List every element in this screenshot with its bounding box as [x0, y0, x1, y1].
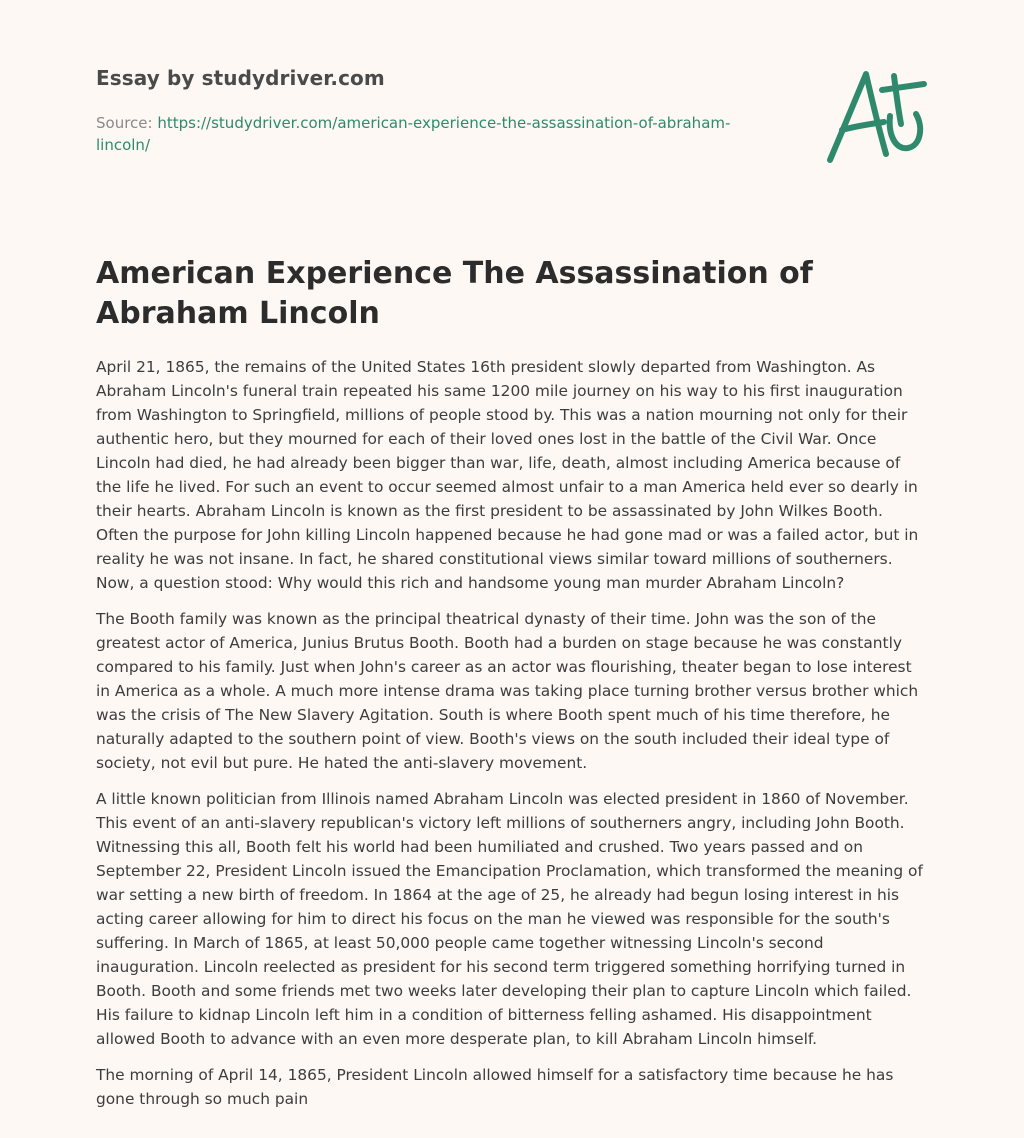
- essay-body: [96, 355, 928, 1123]
- source-label: Source:: [96, 114, 158, 132]
- source-link[interactable]: https://studydriver.com/american-experience-the-assassination-of-abraham-lincoln/: [96, 114, 731, 154]
- essay-paragraph: The Booth family was known as the principal theatrical dynasty of their time. John was the son of the greatest actor of America, Junius Brutus Booth. Booth had a burden on stage because he was constantly compared to his family. Just when John's career as an actor was flourishing, theater began to lose interest in America as a whole. A much more intense drama was taking place turning brother versus brother which was the crisis of The New Slavery Agitation. South is where Booth spent much of his time therefore, he naturally adapted to the southern point of view. Booth's views on the south included their ideal type of society, not evil but pure. He hated the anti-slavery movement.: [96, 610, 919, 772]
- essay-title: American Experience The Assassination of Abraham Lincoln: [96, 256, 813, 331]
- essay-paragraph: A little known politician from Illinois named Abraham Lincoln was elected president in 1860 of November. This event of an anti-slavery republican's victory left millions of southerners angry, including John Booth. Witnessing this all, Booth felt his world had been humiliated and crushed. Two years passed and on September 22, President Lincoln issued the Emancipation Proclamation, which transformed the meaning of war setting a new birth of freedom. In 1864 at the age of 25, he already had begun losing interest in his acting career allowing for him to direct his focus on the man he viewed was responsible for the south's suffering. In March of 1865, at least 50,000 people came together witnessing Lincoln's second inauguration. Lincoln reelected as president for his second term triggered something horrifying turned in Booth. Booth and some friends met two weeks later developing their plan to capture Lincoln which failed. His failure to kidnap Lincoln left him in a condition of bitterness felling ashamed. His disappointment allowed Booth to advance with an even more desperate plan, to kill Abraham Lincoln himself.: [96, 790, 923, 1048]
- source-line: [96, 112, 746, 156]
- essay-paragraph: The morning of April 14, 1865, President Lincoln allowed himself for a satisfactory time because he has gone through so much pain: [96, 1066, 894, 1108]
- page-header: [96, 0, 928, 200]
- a-plus-grade-icon: [822, 66, 932, 166]
- site-brand: Essay by studydriver.com: [96, 66, 385, 90]
- essay-paragraph: April 21, 1865, the remains of the United States 16th president slowly departed from Washington. As Abraham Lincoln's funeral train repeated his same 1200 mile journey on his way to his first inauguration from Washington to Springfield, millions of people stood by. This was a nation mourning not only for their authentic hero, but they mourned for each of their loved ones lost in the battle of the Civil War. Once Lincoln had died, he had already been bigger than war, life, death, almost including America because of the life he lived. For such an event to occur seemed almost unfair to a man America held ever so dearly in their hearts. Abraham Lincoln is known as the first president to be assassinated by John Wilkes Booth. Often the purpose for John killing Lincoln happened because he had gone mad or was a failed actor, but in reality he was not insane. In fact, he shared constitutional views similar toward millions of southerners. Now, a question stood: Why would this rich and handsome young man murder Abraham Lincoln?: [96, 358, 919, 592]
